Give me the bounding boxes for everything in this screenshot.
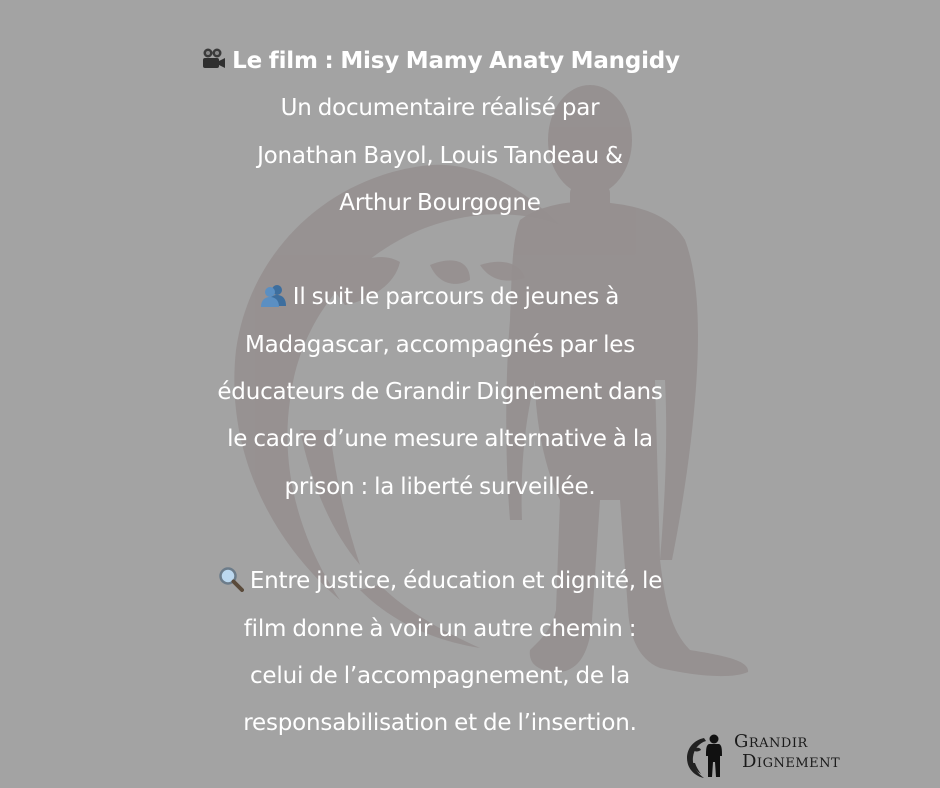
text-line-7: éducateurs de Grandir Dignement dans (217, 379, 663, 406)
text-line-8: le cadre d’une mesure alternative à la (227, 426, 653, 453)
post-text (170, 38, 710, 747)
text-line-5 (170, 274, 710, 321)
text-line-9: prison : la liberté surveillée. (284, 473, 596, 500)
text-line-12: celui de l’accompagnement, de la (249, 662, 631, 689)
people-silhouette-icon (261, 282, 287, 308)
text-line-6: Madagascar, accompagnés par les (244, 331, 636, 358)
text-line-3: Jonathan Bayol, Louis Tandeau & (257, 142, 623, 169)
paragraph-2-start: Il suit le parcours de jeunes à (292, 284, 620, 311)
text-line-13: responsabilisation et de l’insertion. (243, 710, 637, 737)
text-line-4: Arthur Bourgogne (339, 189, 541, 216)
logo-word-grandir: Grandir (734, 731, 808, 752)
movie-camera-icon (200, 46, 226, 72)
paragraph-3-start: Entre justice, éducation et dignité, le (249, 568, 663, 595)
logo-wordmark (734, 732, 840, 772)
paragraph-gap (170, 227, 710, 274)
text-line-11: film donne à voir un autre chemin : (243, 615, 637, 642)
text-line-2: Un documentaire réalisé par (280, 95, 600, 122)
paragraph-gap (170, 511, 710, 558)
magnifying-glass-icon (218, 566, 244, 592)
title-line (170, 38, 710, 85)
grandir-dignement-logo (684, 730, 864, 780)
film-title: Le film : Misy Mamy Anaty Mangidy (232, 48, 680, 74)
text-line-10 (170, 558, 710, 605)
globe-child-logo-icon (684, 730, 734, 780)
logo-word-dignement: Dignement (742, 751, 841, 772)
